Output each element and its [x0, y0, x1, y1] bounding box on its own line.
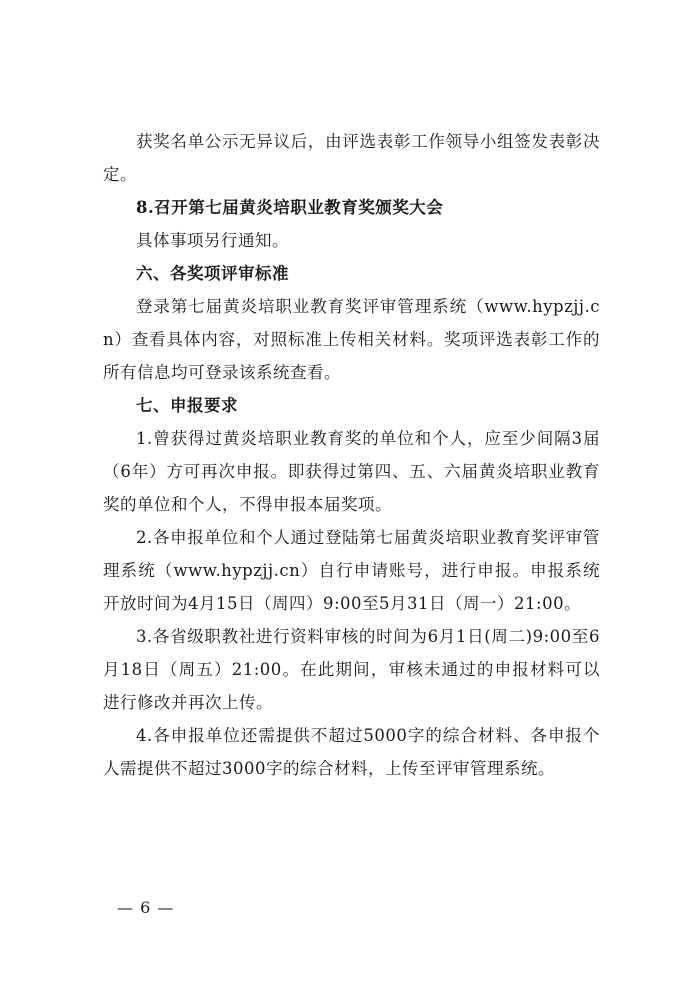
- document-body: [103, 125, 600, 785]
- paragraph-award-list-publicity: 获奖名单公示无异议后，由评选表彰工作领导小组签发表彰决定。: [103, 132, 600, 184]
- paragraph-requirement-1: 1.曾获得过黄炎培职业教育奖的单位和个人，应至少间隔3届（6年）方可再次申报。即获得过第四、五、六届黄炎培职业教育奖的单位和个人，不得申报本届奖项。: [103, 429, 600, 514]
- item-title-award-ceremony: 8.召开第七届黄炎培职业教育奖颁奖大会: [136, 198, 444, 217]
- section-heading-application-requirements: 七、申报要求: [136, 396, 238, 415]
- section-heading-evaluation-criteria: 六、各奖项评审标准: [136, 264, 289, 283]
- page-number: — 6 —: [117, 898, 175, 917]
- paragraph-requirement-2: 2.各申报单位和个人通过登陆第七届黄炎培职业教育奖评审管理系统（www.hypzjj.cn）自行申请账号，进行申报。申报系统开放时间为4月15日（周四）9:00至5月31日（周一）21:00。: [103, 528, 600, 613]
- paragraph-evaluation-system: 登录第七届黄炎培职业教育奖评审管理系统（www.hypzjj.cn）查看具体内容，对照标准上传相关材料。奖项评选表彰工作的所有信息均可登录该系统查看。: [103, 297, 600, 382]
- paragraph-requirement-3: 3.各省级职教社进行资料审核的时间为6月1日(周二)9:00至6月18日（周五）21:00。在此期间，审核未通过的申报材料可以进行修改并再次上传。: [103, 627, 600, 712]
- paragraph-requirement-4: 4.各申报单位还需提供不超过5000字的综合材料、各申报个人需提供不超过3000字的综合材料，上传至评审管理系统。: [103, 726, 600, 778]
- paragraph-separate-notice: 具体事项另行通知。: [136, 231, 289, 250]
